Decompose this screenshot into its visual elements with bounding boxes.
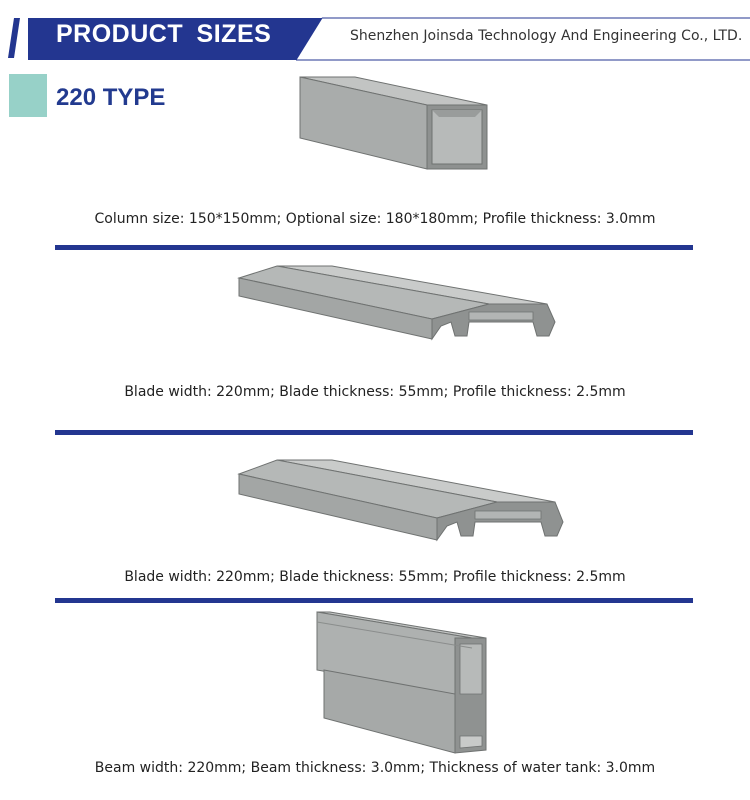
column-profile-image — [295, 72, 495, 172]
beam-caption: Beam width: 220mm; Beam thickness: 3.0mm; Thickness of water tank: 3.0mm — [94, 760, 656, 776]
blade-caption-2: Blade width: 220mm; Blade thickness: 55mm; Profile thickness: 2.5mm — [124, 569, 626, 585]
type-accent-block — [9, 74, 47, 117]
column-caption: Column size: 150*150mm; Optional size: 180*180mm; Profile thickness: 3.0mm — [94, 211, 656, 227]
beam-profile-image — [312, 608, 492, 758]
blade-caption-1: Blade width: 220mm; Blade thickness: 55mm; Profile thickness: 2.5mm — [124, 384, 626, 400]
section-divider — [55, 430, 693, 435]
type-label: 220 TYPE — [56, 84, 166, 111]
company-name: Shenzhen Joinsda Technology And Engineering Co., LTD. — [350, 28, 743, 44]
section-divider — [55, 245, 693, 250]
section-divider — [55, 598, 693, 603]
blade-profile-image-2 — [237, 456, 567, 546]
blade-profile-image-1 — [237, 262, 557, 344]
page-title: PRODUCT SIZES — [56, 20, 272, 48]
header-banner — [0, 0, 750, 62]
